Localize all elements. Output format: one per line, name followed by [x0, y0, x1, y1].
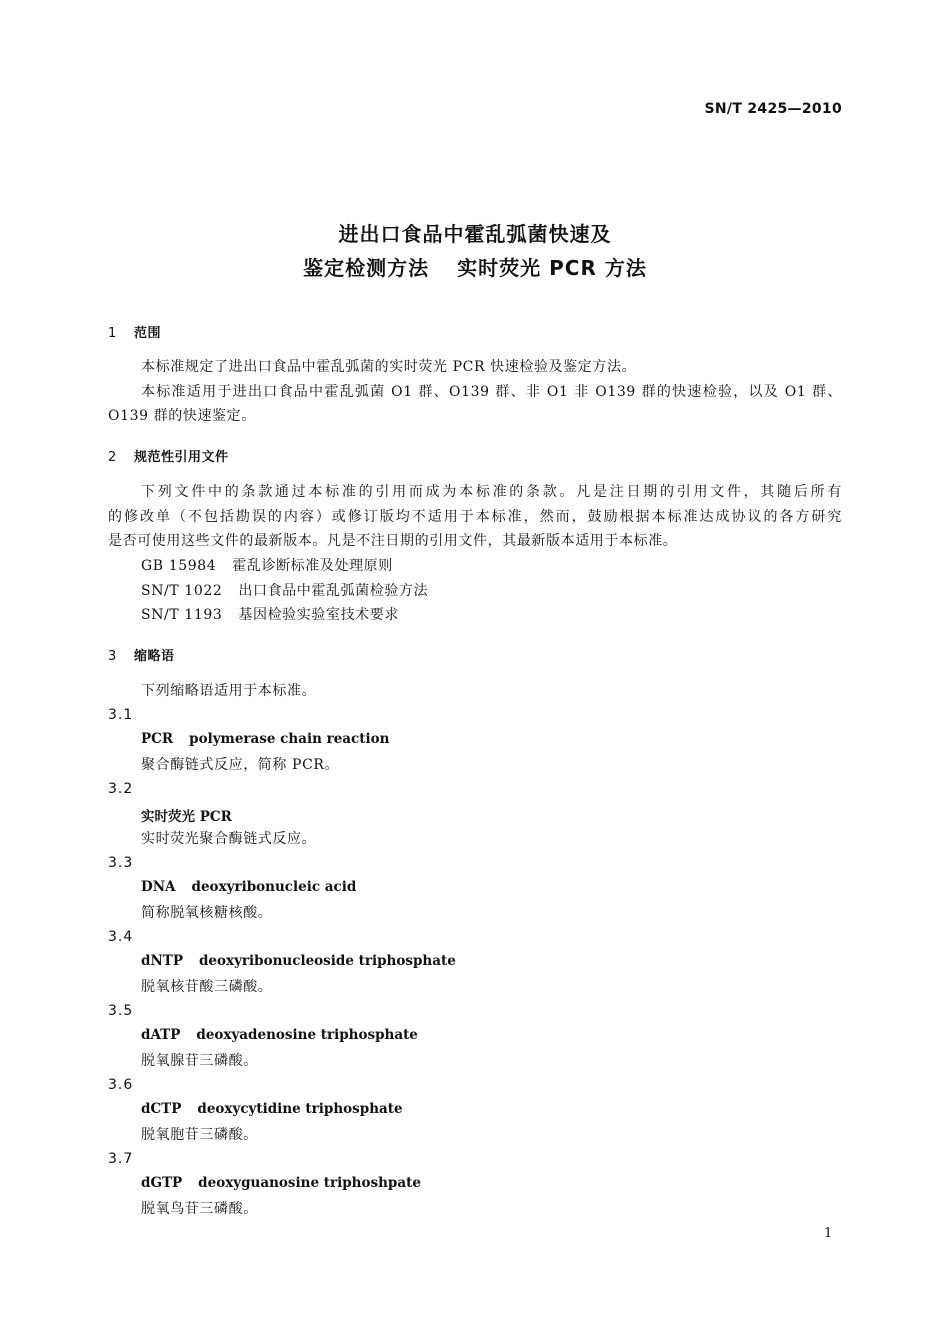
term-name [141, 953, 456, 969]
normative-reference [141, 603, 399, 628]
term-full-name: deoxyguanosine triphoshpate [198, 1175, 421, 1191]
term-number: 3.5 [108, 1003, 134, 1019]
reference-title: 霍乱诊断标准及处理原则 [232, 558, 393, 574]
title-line-2-part-b: 实时荧光 PCR 方法 [457, 256, 647, 280]
term-number: 3.4 [108, 929, 134, 945]
term-full-name: deoxyribonucleic acid [191, 879, 357, 895]
document-title-line-1: 进出口食品中霍乱弧菌快速及 [338, 222, 612, 246]
section-1-paragraph-1: 本标准规定了进出口食品中霍乱弧菌的实时荧光 PCR 快速检验及鉴定方法。 [141, 359, 637, 375]
term-name [141, 731, 389, 747]
section-1-heading [108, 322, 161, 341]
section-1-paragraph-2-line-1: 本标准适用于进出口食品中霍乱弧菌 O1 群、O139 群、非 O1 非 O139 群的快速检验，以及 O1 群、 [141, 384, 842, 400]
term-abbreviation: dATP [141, 1027, 181, 1043]
section-2-heading [108, 446, 229, 465]
term-abbreviation: DNA [141, 879, 176, 895]
term-definition: 实时荧光聚合酶链式反应。 [141, 831, 317, 847]
reference-title: 出口食品中霍乱弧菌检验方法 [238, 583, 429, 599]
term-name [141, 805, 232, 825]
section-2-paragraph-line-2: 的修改单（不包括勘误的内容）或修订版均不适用于本标准，然而，鼓励根据本标准达成协议的各方研究 [108, 509, 842, 525]
term-abbreviation: dGTP [141, 1175, 183, 1191]
term-name [141, 1027, 418, 1043]
title-line-2-part-a: 鉴定检测方法 [303, 256, 430, 280]
section-1-number: 1 [108, 326, 117, 341]
section-3-title: 缩略语 [134, 649, 175, 664]
section-2-title: 规范性引用文件 [134, 450, 229, 465]
term-abbreviation: PCR [141, 731, 174, 747]
section-1-paragraph-2-line-2: O139 群的快速鉴定。 [108, 408, 256, 424]
term-number: 3.3 [108, 855, 134, 871]
section-3-number: 3 [108, 649, 117, 664]
section-2-paragraph-line-1: 下列文件中的条款通过本标准的引用而成为本标准的条款。凡是注日期的引用文件，其随后所有 [141, 484, 842, 500]
term-full-name: deoxyribonucleoside triphosphate [198, 953, 456, 969]
term-name [141, 1175, 421, 1191]
normative-reference [141, 579, 428, 604]
section-2-paragraph-line-3: 是否可使用这些文件的最新版本。凡是不注日期的引用文件，其最新版本适用于本标准。 [108, 533, 678, 549]
term-abbreviation: dCTP [141, 1101, 182, 1117]
term-number: 3.2 [108, 781, 134, 797]
section-2-number: 2 [108, 450, 117, 465]
term-full-name: deoxyadenosine triphosphate [196, 1027, 418, 1043]
reference-code: GB 15984 [141, 558, 217, 574]
term-definition: 聚合酶链式反应，简称 PCR。 [141, 757, 340, 773]
section-1-title: 范围 [134, 326, 162, 341]
page-number: 1 [824, 1226, 833, 1241]
term-number: 3.1 [108, 707, 134, 723]
term-abbreviation: dNTP [141, 953, 183, 969]
document-title-line-2 [0, 252, 950, 281]
section-3-heading [108, 645, 175, 664]
standard-code: SN/T 2425—2010 [704, 101, 842, 117]
term-number: 3.6 [108, 1077, 134, 1093]
reference-title: 基因检验实验室技术要求 [238, 607, 399, 623]
section-3-intro: 下列缩略语适用于本标准。 [141, 683, 317, 699]
term-definition: 简称脱氧核糖核酸。 [141, 905, 273, 921]
term-name [141, 1101, 403, 1117]
term-full-name: deoxycytidine triphosphate [197, 1101, 403, 1117]
term-definition: 脱氧鸟苷三磷酸。 [141, 1201, 258, 1217]
term-full-name: polymerase chain reaction [189, 731, 390, 747]
term-number: 3.7 [108, 1151, 134, 1167]
term-definition: 脱氧胞苷三磷酸。 [141, 1127, 258, 1143]
term-definition: 脱氧核苷酸三磷酸。 [141, 979, 273, 995]
term-name [141, 879, 356, 895]
reference-code: SN/T 1193 [141, 607, 223, 623]
normative-reference [141, 554, 393, 579]
term-abbreviation: 实时荧光 PCR [141, 809, 232, 825]
reference-code: SN/T 1022 [141, 583, 223, 599]
term-definition: 脱氧腺苷三磷酸。 [141, 1053, 258, 1069]
